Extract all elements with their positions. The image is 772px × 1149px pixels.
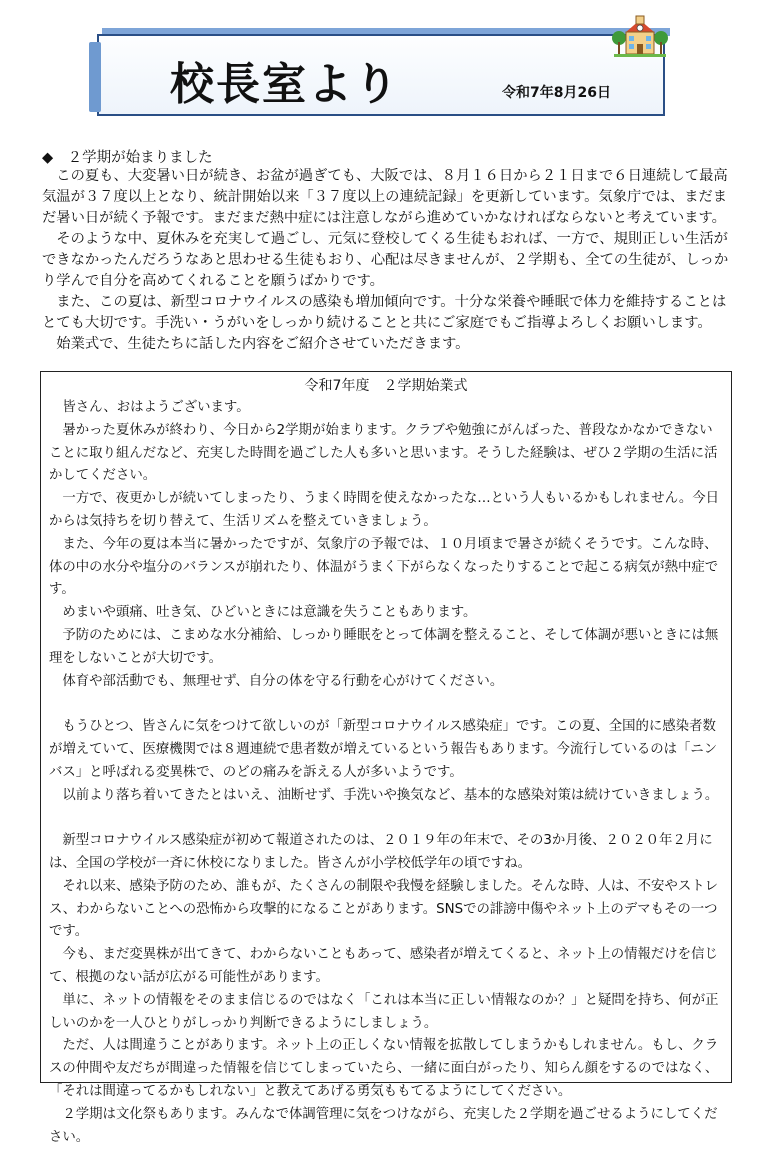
speech-paragraph: それ以来、感染予防のため、誰もが、たくさんの制限や我慢を経験しました。そんな時、人は、不安やストレス、わからないことへの恐怖から攻撃的になることがあります。SNSでの誹謗中傷やネット上のデマもその一つです。: [49, 878, 718, 940]
speech-paragraph: めまいや頭痛、吐き気、ひどいときには意識を失うこともあります。: [62, 605, 477, 621]
speech-paragraph: 今も、まだ変異株が出てきて、わからないこともあって、感染者が増えてくると、ネット上の情報だけを信じて、根拠のない話が広がる可能性があります。: [49, 947, 718, 985]
page-title: 校長室より: [170, 59, 400, 110]
section-heading: ◆ ２学期が始まりました: [42, 150, 213, 166]
speech-paragraph: 皆さん、おはようございます。: [62, 400, 250, 415]
speech-paragraph: 以前より落ち着いてきたとはいえ、油断せず、手洗いや換気など、基本的な感染対策は続けていきましょう。: [62, 787, 719, 803]
speech-paragraph: 一方で、夜更かしが続いてしまったり、うまく時間を使えなかったな…という人もいるかもしれません。今日からは気持ちを切り替えて、生活リズムを整えていきましょう。: [49, 491, 720, 529]
intro-paragraph: そのような中、夏休みを充実して過ごし、元気に登校してくる生徒もおれば、一方で、規則正しい生活ができなかったんだろうなあと思わせる生徒もおり、心配は尽きませんが、２学期も、全ての生徒が、しっかり学んで自分を高めてくれることを願うばかりです。: [42, 231, 729, 289]
speech-paragraph: ただ、人は間違うことがあります。ネット上の正しくない情報を拡散してしまうかもしれません。もし、クラスの仲間や友だちが間違った情報を信じてしまっていたら、一緒に面白がったり、知らん顔をするのではなく、「それは間違ってるかもしれない」と教えてあげる勇気ももてるようにしてください。: [49, 1038, 719, 1099]
speech-paragraph: 新型コロナウイルス感染症が初めて報道されたのは、２０１９年の年末で、その3か月後、２０２０年２月には、全国の学校が一斉に休校になりました。皆さんが小学校低学年の頃ですね。: [49, 833, 713, 871]
speech-paragraph: また、今年の夏は本当に暑かったですが、気象庁の予報では、１０月頃まで暑さが続くそうです。こんな時、体の中の水分や塩分のバランスが崩れたり、体温がうまく下がらなくなったりすることで起こる病気が熱中症です。: [49, 536, 719, 598]
intro-paragraph: また、この夏は、新型コロナウイルスの感染も増加傾向です。十分な栄養や睡眠で体力を維持することはとても大切です。手洗い・うがいをしっかり続けることと共にご家庭でもご指導よろしくお願いします。: [42, 294, 727, 331]
paragraph-gap: [49, 807, 721, 830]
speech-paragraph: 暑かった夏休みが終わり、今日から2学期が始まります。クラブや勉強にがんばった、普段なかなかできないことに取り組んだなど、充実した時間を過ごした人も多いと思います。そうした経験は、ぜひ２学期の生活に活かしてください。: [49, 422, 718, 484]
speech-paragraph: 体育や部活動でも、無理せず、自分の体を守る行動を心がけてください。: [62, 673, 504, 689]
speech-box: [40, 371, 732, 1145]
speech-paragraph: 予防のためには、こまめな水分補給、しっかり睡眠をとって体調を整えること、そして体調が悪いときには無理をしないことが大切です。: [49, 627, 719, 666]
intro-paragraph: この夏も、大変暑い日が続き、お盆が過ぎても、大阪では、８月１６日から２１日まで６日連続して最高気温が３７度以上となり、統計開始以来「３７度以上の連続記録」を更新しています。気象庁では、まだまだ暑い日が続く予報です。まだまだ熱中症には注意しながら進めていかなければならないと考えています。: [42, 168, 728, 226]
speech-paragraph: ２学期は文化祭もあります。みんなで体調管理に気をつけながら、充実した２学期を過ごせるようにしてください。: [49, 1106, 718, 1145]
speech-paragraph: もうひとつ、皆さんに気をつけて欲しいのが「新型コロナウイルス感染症」です。この夏、全国的に感染者数が増えていて、医療機関では８週連続で患者数が増えているという報告もあります。今流行しているのは「ニンバス」と呼ばれる変異株で、のどの痛みを訴える人が多いようです。: [49, 719, 718, 780]
intro-text: [42, 166, 732, 355]
school-building-icon: [612, 8, 668, 64]
issue-date: 令和7年8月26日: [502, 85, 611, 101]
paragraph-gap: [49, 693, 721, 716]
intro-paragraph: 始業式で、生徒たちに話した内容をご紹介させていただきます。: [56, 336, 470, 352]
speech-title: 令和7年度 ２学期始業式: [304, 378, 468, 394]
speech-body: [41, 395, 731, 1149]
speech-paragraph: 単に、ネットの情報をそのまま信じるのではなく「これは本当に正しい情報なのか？」と疑問を持ち、何が正しいのかを一人ひとりがしっかり判断できるようにしましょう。: [49, 992, 719, 1031]
